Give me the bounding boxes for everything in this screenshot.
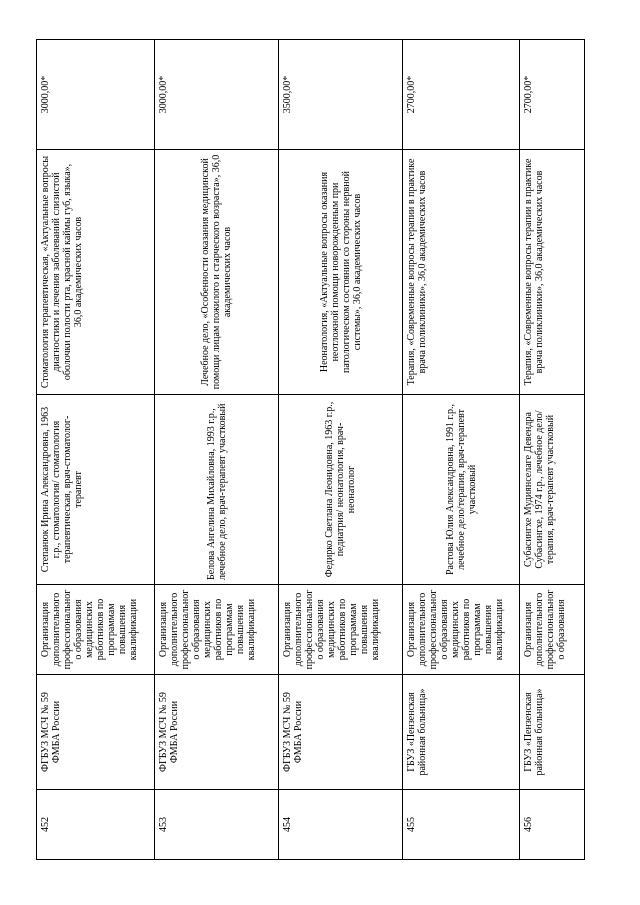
course-cell: Стоматология терапевтическая, «Актуальные вопросы диагностики и лечения заболеваний слизистой оболочки полости рта, красной каймы губ, языка», 36,0 академических часов: [37, 150, 155, 395]
table-row: [155, 40, 279, 860]
course-cell: Терапия, «Современные вопросы терапии в практике врача поликлиники», 36,0 академических часов: [520, 150, 585, 395]
program-cell: Организация дополнительного профессионального образования медицинских работников по программам повышения квалификации: [279, 585, 403, 675]
table-row: [520, 40, 585, 860]
row-number: 453: [155, 790, 279, 860]
price-cell: 3000,00*: [155, 40, 279, 150]
organization-cell: ФГБУЗ МСЧ № 59 ФМБА России: [37, 675, 155, 790]
person-cell: Степанюк Ирина Александровна, 1963 г.р., стоматология/ стоматология терапевтическая, врач-стоматолог-терапевт: [37, 395, 155, 585]
organization-cell: ФГБУЗ МСЧ № 59 ФМБА России: [155, 675, 279, 790]
table-row: [279, 40, 403, 860]
price-cell: 2700,00*: [403, 40, 520, 150]
row-number: 455: [403, 790, 520, 860]
registry-table: [36, 39, 585, 860]
program-cell: Организация дополнительного профессионального образования медицинских работников по программам повышения квалификации: [37, 585, 155, 675]
price-cell: 3000,00*: [37, 40, 155, 150]
organization-cell: ГБУЗ «Пензенская районная больница»: [403, 675, 520, 790]
person-cell: Федирко Светлана Леонидовна, 1963 г.р., педиатрия/ неонатология, врач-неонатолог: [279, 395, 403, 585]
course-cell: Терапия, «Современные вопросы терапии в практике врача поликлиники», 36,0 академических часов: [403, 150, 520, 395]
row-number: 456: [520, 790, 585, 860]
program-cell: Организация дополнительного профессионального образования медицинских работников по программам повышения квалификации: [403, 585, 520, 675]
price-cell: 3500,00*: [279, 40, 403, 150]
person-cell: Белова Ангелина Михайловна, 1993 г.р., лечебное дело, врач-терапевт участковый: [155, 395, 279, 585]
table-row: [403, 40, 520, 860]
table-row: [37, 40, 155, 860]
organization-cell: ФГБУЗ МСЧ № 59 ФМБА России: [279, 675, 403, 790]
row-number: 454: [279, 790, 403, 860]
rotated-page: [36, 40, 584, 860]
person-cell: Растова Юлия Александровна, 1991 г.р., лечебное дело/терапия, врач-терапевт участковый: [403, 395, 520, 585]
program-cell: Организация дополнительного профессионального образования медицинских работников по программам повышения квалификации: [155, 585, 279, 675]
course-cell: Неонатология, «Актуальные вопросы оказания неотложной помощи новорожденным при патологическом состоянии со стороны нервной системы», 36,0 академических часов: [279, 150, 403, 395]
organization-cell: ГБУЗ «Пензенская районная больница»: [520, 675, 585, 790]
row-number: 452: [37, 790, 155, 860]
course-cell: Лечебное дело, «Особенности оказания медицинской помощи лицам пожилого и старческого возраста», 36,0 академических часов: [155, 150, 279, 395]
price-cell: 2700,00*: [520, 40, 585, 150]
program-cell: Организация дополнительного профессионального образования: [520, 585, 585, 675]
person-cell: Субасингхе Мудиянселаге Девендра Субасингхе, 1974 г.р., лечебное дело/терапия, врач-терапевт участковый: [520, 395, 585, 585]
